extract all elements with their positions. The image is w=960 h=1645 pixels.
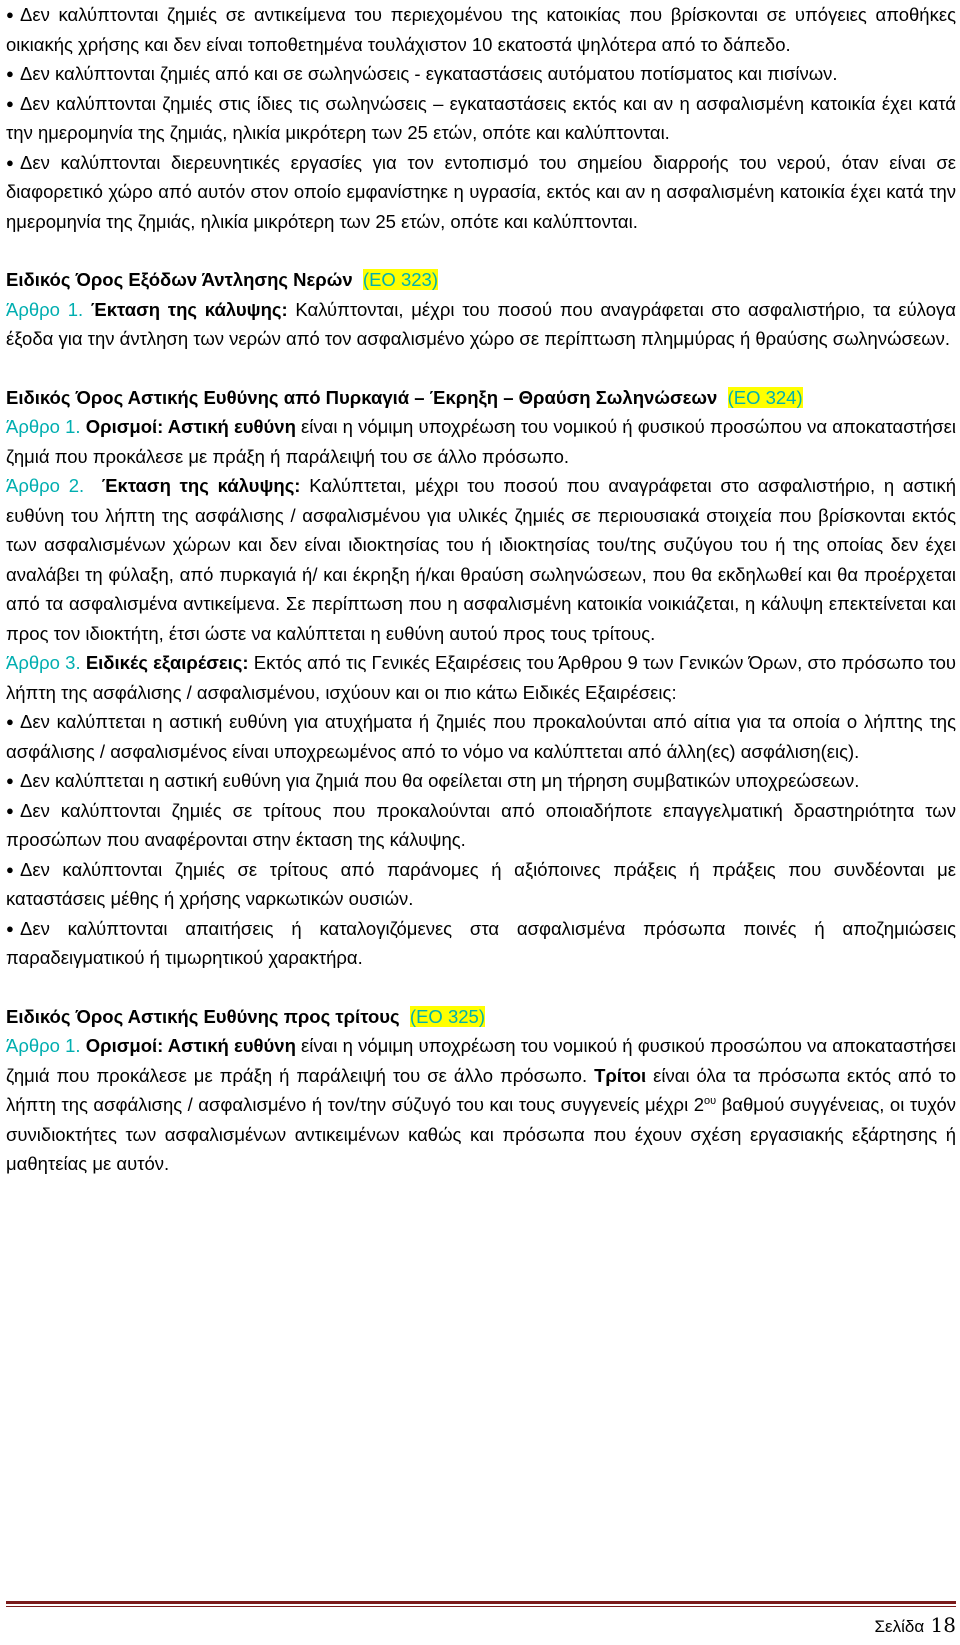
bullet-icon: ● — [6, 66, 14, 81]
bullet-icon: ● — [6, 861, 14, 877]
section-heading-eo323: Ειδικός Όρος Εξόδων Άντλησης Νερών (ΕΟ 323) — [6, 269, 438, 290]
section-heading-eo324: Ειδικός Όρος Αστικής Ευθύνης από Πυρκαγιά – Έκρηξη – Θραύση Σωληνώσεων (ΕΟ 324) — [6, 386, 803, 408]
bullet-icon: ● — [6, 154, 14, 170]
list-item: ● Δεν καλύπτονται ζημιές σε αντικείμενα του περιεχομένου της κατοικίας που βρίσκονται σε υπόγειες αποθήκες οικιακής χρήσης και δεν είναι τοποθετημένα τουλάχιστον 10 εκατοστά ψηλότερα από το δάπεδο. — [6, 0, 956, 59]
article-paragraph: Άρθρο 2. Έκταση της κάλυψης: Καλύπτεται, μέχρι του ποσού που αναγράφεται στο ασφαλιστήριο, η αστική ευθύνη του λήπτη της ασφάλισης / ασφαλισμένου για υλικές ζημιές σε περιουσιακά στοιχεία που βρίσκονται εκτός των ασφαλισμένων χώρων και δεν είναι ιδιοκτησίας του ή ιδιοκτησίας του/της συζύγου του ή της οποίας δεν έχει αναλάβει τη φύλαξη, από πυρκαγιά ή/ και έκρηξη ή/και θραύση σωληνώσεων, που θα εκδηλωθεί και θα προέρχεται από τα ασφαλισμένα αντικείμενα. Σε περίπτωση που η ασφαλισμένη κατοικία νοικιάζεται, η κάλυψη επεκτείνεται και προς τον ιδιοκτήτη, έτσι ώστε να καλύπτεται η ευθύνη αυτού προς τους τρίτους. — [6, 475, 957, 644]
bullet-icon: ● — [6, 773, 14, 788]
section-heading-eo325: Ειδικός Όρος Αστικής Ευθύνης προς τρίτους (ΕΟ 325) — [6, 1005, 485, 1027]
article-label: Άρθρο 1. — [6, 298, 84, 320]
code-badge: (ΕΟ 325) — [409, 1005, 485, 1027]
bullet-icon: ● — [6, 802, 14, 818]
article-paragraph: Άρθρο 1. Έκταση της κάλυψης: Καλύπτονται, μέχρι του ποσού που αναγράφεται στο ασφαλιστήριο, τα εύλογα έξοδα για την άντληση των νερών από τον ασφαλισμένο χώρο σε περίπτωση πλημμύρας ή θραύσης σωληνώσεων. — [6, 298, 957, 349]
list-item: ● Δεν καλύπτονται απαιτήσεις ή καταλογιζόμενες στα ασφαλισμένα πρόσωπα ποινές ή αποζημιώσεις παραδειγματικού ή τιμωρητικού χαρακτήρα. — [6, 914, 956, 973]
list-item: ● Δεν καλύπτονται ζημιές σε τρίτους που προκαλούνται από οποιαδήποτε επαγγελματική δραστηριότητα των προσώπων που αναφέρονται στην έκταση της κάλυψης. — [6, 796, 956, 855]
article-label: Άρθρο 1. — [6, 1035, 81, 1056]
page-number: Σελίδα 18 — [874, 1613, 956, 1637]
list-item: ● Δεν καλύπτονται ζημιές στις ίδιες τις σωληνώσεις – εγκαταστάσεις εκτός και αν η ασφαλισμένη κατοικία έχει κατά την ημερομηνία της ζημιάς, ηλικία μικρότερη των 25 ετών, οπότε και καλύπτονται. — [6, 89, 956, 148]
list-item: ● Δεν καλύπτονται ζημιές από και σε σωληνώσεις - εγκαταστάσεις αυτόματου ποτίσματος και πισίνων. — [6, 59, 956, 89]
footer-rule-thin — [6, 1606, 956, 1607]
list-item: ● Δεν καλύπτονται ζημιές σε τρίτους από παράνομες ή αξιόποινες πράξεις ή πράξεις που συνδέονται με καταστάσεις μέθης ή χρήσης ναρκωτικών ουσιών. — [6, 855, 956, 914]
article-paragraph: Άρθρο 3. Ειδικές εξαιρέσεις: Εκτός από τις Γενικές Εξαιρέσεις του Άρθρου 9 των Γενικών Όρων, στο πρόσωπο του λήπτη της ασφάλισης / ασφαλισμένου, ισχύουν και οι πιο κάτω Ειδικές Εξαιρέσεις: — [6, 652, 957, 703]
list-item: ● Δεν καλύπτεται η αστική ευθύνη για ατυχήματα ή ζημιές που προκαλούνται από αίτια για τα οποία ο λήπτης της ασφάλισης / ασφαλισμένος είναι υποχρεωμένος από το νόμο να καλύπτεται από άλλη(ες) ασφάλιση(εις). — [6, 707, 956, 766]
article-paragraph: Άρθρο 1. Ορισμοί: Αστική ευθύνη είναι η νόμιμη υποχρέωση του νομικού ή φυσικού προσώπου να αποκαταστήσει ζημιά που προκάλεσε με πράξη ή παράλειψή του σε άλλο πρόσωπο. — [6, 416, 957, 467]
article-label: Άρθρο 1. — [6, 416, 81, 437]
bullet-icon: ● — [6, 95, 14, 111]
bullet-icon: ● — [6, 7, 14, 22]
page-footer — [6, 1601, 956, 1637]
code-badge: (ΕΟ 323) — [362, 269, 438, 290]
code-badge: (ΕΟ 324) — [727, 386, 803, 408]
article-label: Άρθρο 2. — [6, 475, 85, 496]
bullet-icon: ● — [6, 714, 14, 729]
document-page — [6, 0, 956, 1179]
footer-rule — [6, 1601, 956, 1604]
article-label: Άρθρο 3. — [6, 652, 81, 673]
article-paragraph: Άρθρο 1. Ορισμοί: Αστική ευθύνη είναι η νόμιμη υποχρέωση του νομικού ή φυσικού προσώπου να αποκαταστήσει ζημιά που προκάλεσε με πράξη ή παράλειψή του σε άλλο πρόσωπο. Τρίτοι είναι όλα τα πρόσωπα εκτός από το λήπτη της ασφάλισης / ασφαλισμένο ή τον/την σύζυγό του και τους συγγενείς μέχρι $2^{o\upsilon}$ βαθμού συγγένειας, οι τυχόν συνιδιοκτήτες των ασφαλισμένων αντικειμένων καθώς και πρόσωπα που έχουν σχέση εργασιακής εξάρτησης ή μαθητείας με αυτόν. — [6, 1035, 957, 1174]
bullet-icon: ● — [6, 920, 14, 936]
list-item: ● Δεν καλύπτεται η αστική ευθύνη για ζημιά που θα οφείλεται στη μη τήρηση συμβατικών υποχρεώσεων. — [6, 766, 956, 796]
list-item: ● Δεν καλύπτονται διερευνητικές εργασίες για τον εντοπισμό του σημείου διαρροής του νερού, όταν είναι σε διαφορετικό χώρο από αυτόν στον οποίο εμφανίστηκε η υγρασία, εκτός και αν η ασφαλισμένη κατοικία έχει κατά την ημερομηνία της ζημιάς, ηλικία μικρότερη των 25 ετών, οπότε και καλύπτονται. — [6, 148, 956, 237]
